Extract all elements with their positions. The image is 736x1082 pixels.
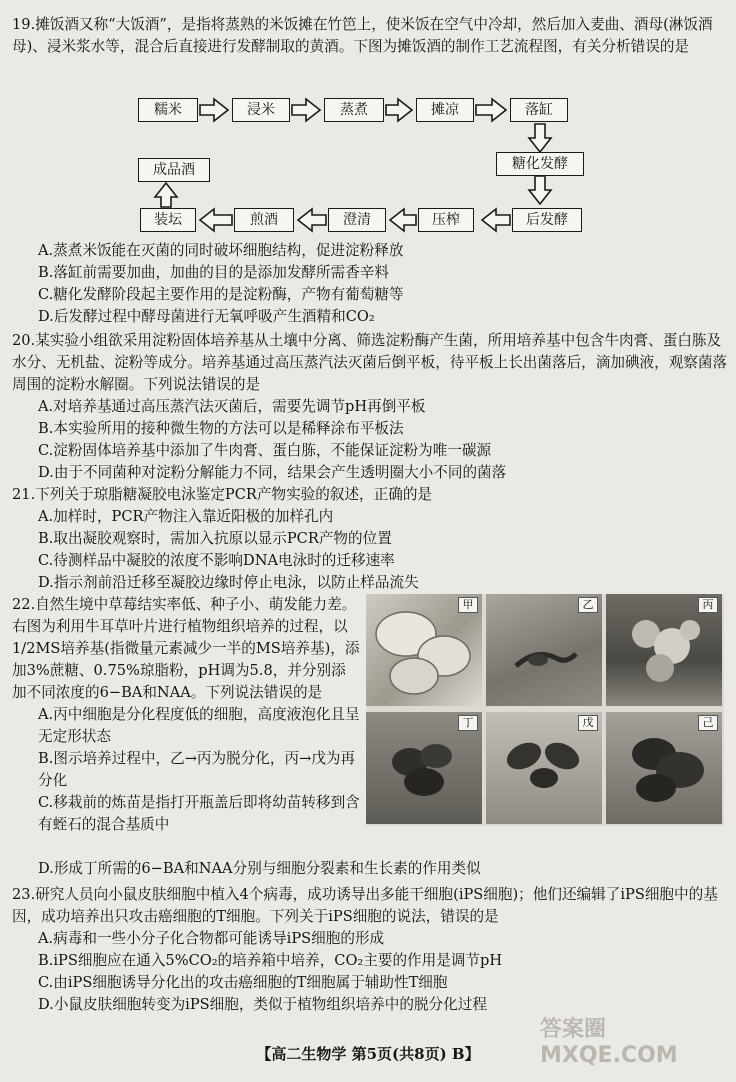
q23 <box>12 884 728 1016</box>
q21-option-a: A.加样时，PCR产物注入靠近阳极的加样孔内 <box>38 508 334 525</box>
q23-option-d: D.小鼠皮肤细胞转变为iPS细胞，类似于植物组织培养中的脱分化过程 <box>38 996 487 1013</box>
photo-jia <box>366 594 482 706</box>
photo-label: 戊 <box>578 715 598 731</box>
q19-options <box>12 240 728 328</box>
flow-node-boil-wine: 煎酒 <box>234 208 294 232</box>
q22-option-d: D.形成丁所需的6−BA和NAA分别与细胞分裂素和生长素的作用类似 <box>38 860 481 877</box>
q20-option-c: C.淀粉固体培养基中添加了牛肉膏、蛋白胨，不能保证淀粉为唯一碳源 <box>38 442 492 459</box>
tissue-culture-photos <box>366 594 724 826</box>
q23-option-b: B.iPS细胞应在通入5%CO₂的培养箱中培养，CO₂主要的作用是调节pH <box>38 952 503 969</box>
q20-stem: 20.某实验小组欲采用淀粉固体培养基从土壤中分离、筛选淀粉酶产生菌，所用培养基中包含牛肉膏、蛋白胨及水分、无机盐、淀粉等成分。培养基通过高压蒸汽法灭菌后倒平板，待平板上长出菌落后，滴加碘液，观察菌落周围的淀粉水解圈。下列说法错误的是 <box>12 332 728 393</box>
page-footer: 【高二生物学 第5页(共8页) B】 <box>256 1045 480 1063</box>
photo-ji <box>606 712 722 824</box>
arrow-7-8 <box>482 209 510 231</box>
flow-node-spread-cool: 摊凉 <box>416 98 474 122</box>
photo-wu <box>486 712 602 824</box>
photo-ding <box>366 712 482 824</box>
q21-option-c: C.待测样品中凝胶的浓度不影响DNA电泳时的迁移速率 <box>38 552 395 569</box>
q21 <box>12 484 728 594</box>
q19-stem: 19.摊饭酒又称“大饭酒”，是指将蒸熟的米饭摊在竹笆上，使米饭在空气中冷却，然后加入麦曲、酒母(淋饭酒母)、浸米浆水等，混合后直接进行发酵制取的黄酒。下图为摊饭酒的制作工艺流程图，有关分析错误的是 <box>12 16 713 55</box>
q22-option-a: A.丙中细胞是分化程度低的细胞，高度液泡化且呈无定形状态 <box>38 706 360 745</box>
photo-label: 乙 <box>578 597 598 613</box>
q21-option-d: D.指示剂前沿迁移至凝胶边缘时停止电泳，以防止样品流失 <box>38 574 419 591</box>
arrow-9-10 <box>298 209 326 231</box>
photo-yi <box>486 594 602 706</box>
arrow-5-6 <box>529 124 551 152</box>
q21-option-b: B.取出凝胶观察时，需加入抗原以显示PCR产物的位置 <box>38 530 392 547</box>
arrow-4-5 <box>476 99 506 121</box>
photo-label: 丙 <box>698 597 718 613</box>
q22-option-c: C.移栽前的炼苗是指打开瓶盖后即将幼苗转移到含有蛭石的混合基质中 <box>38 794 360 833</box>
q23-stem: 23.研究人员向小鼠皮肤细胞中植入4个病毒，成功诱导出多能干细胞(iPS细胞)；他们还编辑了iPS细胞中的基因，成功培养出只攻击癌细胞的T细胞。下列关于iPS细胞的说法，错误的是 <box>12 886 718 925</box>
q22-stem: 22.自然生境中草莓结实率低、种子小、萌发能力差。右图为利用牛耳草叶片进行植物组织培养的过程，以1/2MS培养基(指微量元素减少一半的MS培养基)，添加3%蔗糖、0.75%琼脂粉，pH调为5.8，并分别添加不同浓度的6−BA和NAA。下列说法错误的是 <box>12 596 360 701</box>
process-flowchart <box>0 0 736 250</box>
q22-option-d-row <box>12 858 728 880</box>
arrow-8-9 <box>390 209 416 231</box>
arrow-6-7 <box>529 176 551 204</box>
photo-bing <box>606 594 722 706</box>
watermark: 答案圈 MXQE.COM <box>540 1017 678 1068</box>
arrow-2-3 <box>292 99 320 121</box>
photo-label: 己 <box>698 715 718 731</box>
flow-node-post-fermentation: 后发酵 <box>512 208 582 232</box>
q20-option-b: B.本实验所用的接种微生物的方法可以是稀释涂布平板法 <box>38 420 404 437</box>
flow-node-finished-wine: 成品酒 <box>138 158 210 182</box>
flow-node-jar: 装坛 <box>140 208 196 232</box>
q19-option-a: A.蒸煮米饭能在灭菌的同时破坏细胞结构，促进淀粉释放 <box>38 242 404 259</box>
arrow-3-4 <box>386 99 412 121</box>
photo-label: 甲 <box>458 597 478 613</box>
q23-option-c: C.由iPS细胞诱导分化出的攻击癌细胞的T细胞属于辅助性T细胞 <box>38 974 448 991</box>
q19-option-c: C.糖化发酵阶段起主要作用的是淀粉酶，产物有葡萄糖等 <box>38 286 404 303</box>
flow-node-soak-rice: 浸米 <box>232 98 290 122</box>
q23-option-a: A.病毒和一些小分子化合物都可能诱导iPS细胞的形成 <box>38 930 385 947</box>
flow-node-saccharification: 糖化发酵 <box>496 152 584 176</box>
q19-option-d: D.后发酵过程中酵母菌进行无氧呼吸产生酒精和CO₂ <box>38 308 375 325</box>
q20-option-d: D.由于不同菌种对淀粉分解能力不同，结果会产生透明圈大小不同的菌落 <box>38 464 507 481</box>
arrow-1-2 <box>200 99 228 121</box>
q22 <box>12 594 360 836</box>
flow-node-steam: 蒸煮 <box>324 98 384 122</box>
q20 <box>12 330 728 484</box>
q19-option-b: B.落缸前需要加曲，加曲的目的是添加发酵所需香辛料 <box>38 264 390 281</box>
flow-node-into-vat: 落缸 <box>510 98 568 122</box>
q22-option-b: B.图示培养过程中，乙→丙为脱分化，丙→戊为再分化 <box>38 750 356 789</box>
flow-node-glutinous-rice: 糯米 <box>138 98 198 122</box>
arrow-10-11 <box>200 209 232 231</box>
photo-label: 丁 <box>458 715 478 731</box>
q20-option-a: A.对培养基通过高压蒸汽法灭菌后，需要先调节pH再倒平板 <box>38 398 426 415</box>
arrow-11-12 <box>155 183 177 207</box>
flow-node-clarify: 澄清 <box>328 208 386 232</box>
q21-stem: 21.下列关于琼脂糖凝胶电泳鉴定PCR产物实验的叙述，正确的是 <box>12 486 433 503</box>
flow-node-press: 压榨 <box>418 208 474 232</box>
